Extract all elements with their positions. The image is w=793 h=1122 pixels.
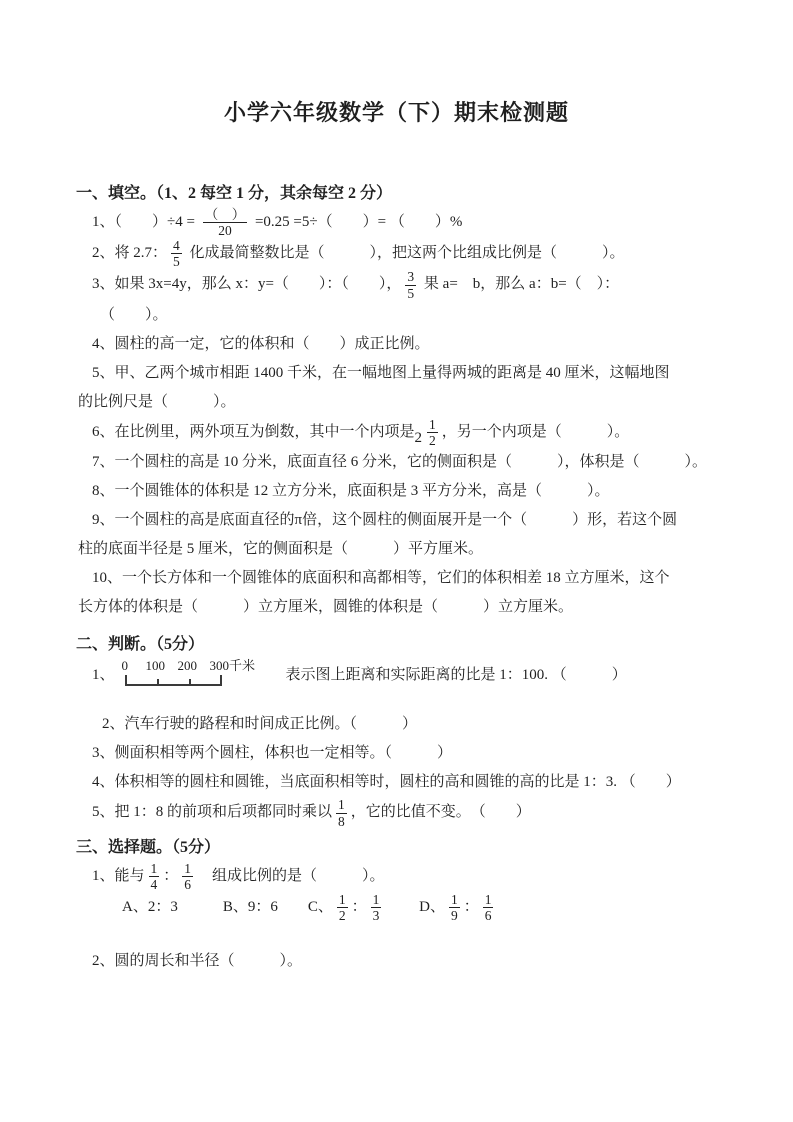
fraction	[449, 892, 460, 923]
question-line	[76, 330, 757, 359]
question-line	[76, 861, 757, 892]
question-line	[76, 658, 757, 693]
text-run: 组成比例的是（ ）。	[197, 867, 385, 884]
question-line	[76, 477, 757, 506]
fraction	[337, 892, 348, 923]
text-run: 4、体积相等的圆柱和圆锥，当底面积相等时，圆柱的高和圆锥的高的比是 1：3. （ ）	[92, 774, 681, 791]
scale-tick	[157, 679, 159, 684]
fraction-denominator: 5	[173, 254, 180, 270]
fraction	[336, 797, 347, 828]
question-line	[76, 768, 757, 797]
question-line	[76, 269, 757, 300]
scale-label: 300千米	[209, 658, 256, 674]
section-heading: 一、填空。（1、2 每空 1 分，其余每空 2 分）	[76, 185, 393, 202]
text-run: =0.25 =5÷（ ）= （ ）%	[251, 214, 463, 231]
question-line	[76, 892, 757, 923]
text-run: 4、圆柱的高一定，它的体积和（ ）成正比例。	[92, 335, 430, 352]
question-line	[76, 710, 757, 739]
fraction-denominator: 9	[450, 907, 458, 923]
fraction-numerator: 1	[184, 860, 192, 876]
question-line	[76, 301, 757, 330]
fraction-numerator: 1	[450, 891, 458, 907]
scale-tick	[189, 679, 191, 684]
fraction-numerator: 1	[484, 891, 492, 907]
fraction-denominator: 3	[372, 907, 380, 923]
fraction	[203, 207, 248, 238]
text-run: 5、把 1：8 的前项和后项都同时乘以	[92, 804, 333, 821]
text-run: 长方体的体积是（ ）立方厘米，圆锥的体积是（ ）立方厘米。	[78, 598, 574, 615]
question-line	[76, 535, 757, 564]
section-true-false	[76, 632, 757, 829]
section-heading: 三、选择题。（5分）	[76, 838, 221, 856]
fraction-denominator: 5	[407, 285, 415, 301]
fraction-denominator: 2	[429, 432, 436, 448]
scale-label: 0	[121, 658, 129, 674]
text-run: 1、	[92, 666, 115, 683]
fraction-denominator: 8	[338, 813, 345, 829]
fraction-numerator: （ ）	[204, 207, 246, 222]
text-run: 9、一个圆柱的高是底面直径的π倍，这个圆柱的侧面展开是一个（ ）形，若这个圆	[92, 511, 678, 528]
fraction	[182, 861, 193, 892]
scale-tick	[220, 675, 222, 684]
page-title: 小学六年级数学（下）期末检测题	[223, 100, 569, 125]
text-run: A、2：3 B、9：6 C、	[122, 898, 333, 915]
text-run: 8、一个圆锥体的体积是 12 立方分米，底面积是 3 平方分米，高是（ ）。	[92, 482, 610, 499]
fraction-denominator: 2	[338, 907, 346, 923]
question-line	[76, 797, 757, 828]
text-run: 6、在比例里，两外项互为倒数，其中一个内项是	[92, 423, 415, 440]
text-run: 3、如果 3x=4y，那么 x：y=（ ）：（ ），	[92, 276, 402, 293]
text-run: 3、侧面积相等两个圆柱，体积也一定相等。（ ）	[92, 745, 453, 762]
text-run: 表示图上距离和实际距离的比是 1：100. （ ）	[270, 666, 627, 683]
whole-number-part: 2	[414, 429, 423, 446]
mixed-number	[415, 417, 442, 448]
text-run: 2、汽车行驶的路程和时间成正比例。（ ）	[102, 716, 418, 733]
question-line	[76, 207, 757, 238]
question-line	[76, 739, 757, 768]
text-run: ：	[163, 867, 179, 884]
fraction	[171, 238, 182, 269]
fraction-denominator: 4	[150, 876, 158, 892]
question-line	[76, 564, 757, 593]
text-run: 的比例尺是（ ）。	[78, 393, 236, 410]
fraction-denominator: 6	[484, 907, 492, 923]
text-run: ：	[463, 898, 479, 915]
question-line	[76, 417, 757, 448]
fraction-denominator: 6	[184, 876, 192, 892]
fraction-numerator: 1	[338, 891, 346, 907]
text-run: 7、一个圆柱的高是 10 分米，底面直径 6 分米，它的侧面积是（ ），体积是（ ）。	[92, 453, 708, 470]
question-line	[76, 593, 757, 622]
text-run: D、	[385, 898, 445, 915]
fraction	[405, 269, 416, 300]
fraction	[371, 892, 382, 923]
text-run: 果 a= b，那么 a：b=（ ）：	[420, 276, 620, 293]
text-run: （ ）。	[100, 306, 168, 323]
fraction	[149, 861, 160, 892]
scale-tick	[125, 675, 127, 684]
text-run: 2、圆的周长和半径（ ）。	[92, 953, 303, 970]
section-fill-in-blanks	[76, 181, 757, 622]
text-run: 化成最简整数比是（ ），把这两个比组成比例是（ ）。	[185, 245, 625, 262]
text-run: 10、一个长方体和一个圆锥体的底面积和高都相等，它们的体积相差 18 立方厘米，这个	[92, 569, 670, 586]
text-run: 2、将 2.7：	[92, 245, 168, 262]
question-line	[76, 388, 757, 417]
fraction-numerator: 1	[372, 891, 380, 907]
fraction-numerator: 4	[173, 238, 180, 254]
text-run: ：	[351, 898, 367, 915]
fraction	[483, 892, 494, 923]
text-run: 1、（ ）÷4 =	[92, 214, 199, 231]
text-run: 1、能与	[92, 867, 145, 884]
question-line	[76, 359, 757, 388]
scale-label: 200	[177, 658, 198, 674]
exam-content	[0, 181, 793, 976]
question-line	[76, 238, 757, 269]
fraction	[427, 417, 438, 448]
fraction-numerator: 1	[338, 797, 345, 813]
section-heading: 二、判断。（5分）	[76, 635, 205, 653]
section-multiple-choice	[76, 835, 757, 976]
text-run: 5、甲、乙两个城市相距 1400 千米，在一幅地图上量得两城的距离是 40 厘米，这幅地图	[92, 364, 670, 381]
fraction-denominator: 20	[218, 223, 232, 239]
text-run: ，它的比值不变。 （ ）	[350, 804, 531, 821]
fraction-numerator: 1	[150, 860, 158, 876]
text-run: ，另一个内项是（ ）。	[441, 423, 630, 440]
question-line	[76, 947, 757, 976]
map-scale-bar	[121, 658, 261, 688]
text-run: 柱的底面半径是 5 厘米，它的侧面积是（ ）平方厘米。	[78, 540, 484, 557]
fraction-numerator: 1	[429, 416, 436, 432]
fraction-numerator: 3	[407, 269, 415, 285]
question-line	[76, 506, 757, 535]
scale-label: 100	[145, 658, 166, 674]
scale-ruler	[125, 675, 222, 686]
